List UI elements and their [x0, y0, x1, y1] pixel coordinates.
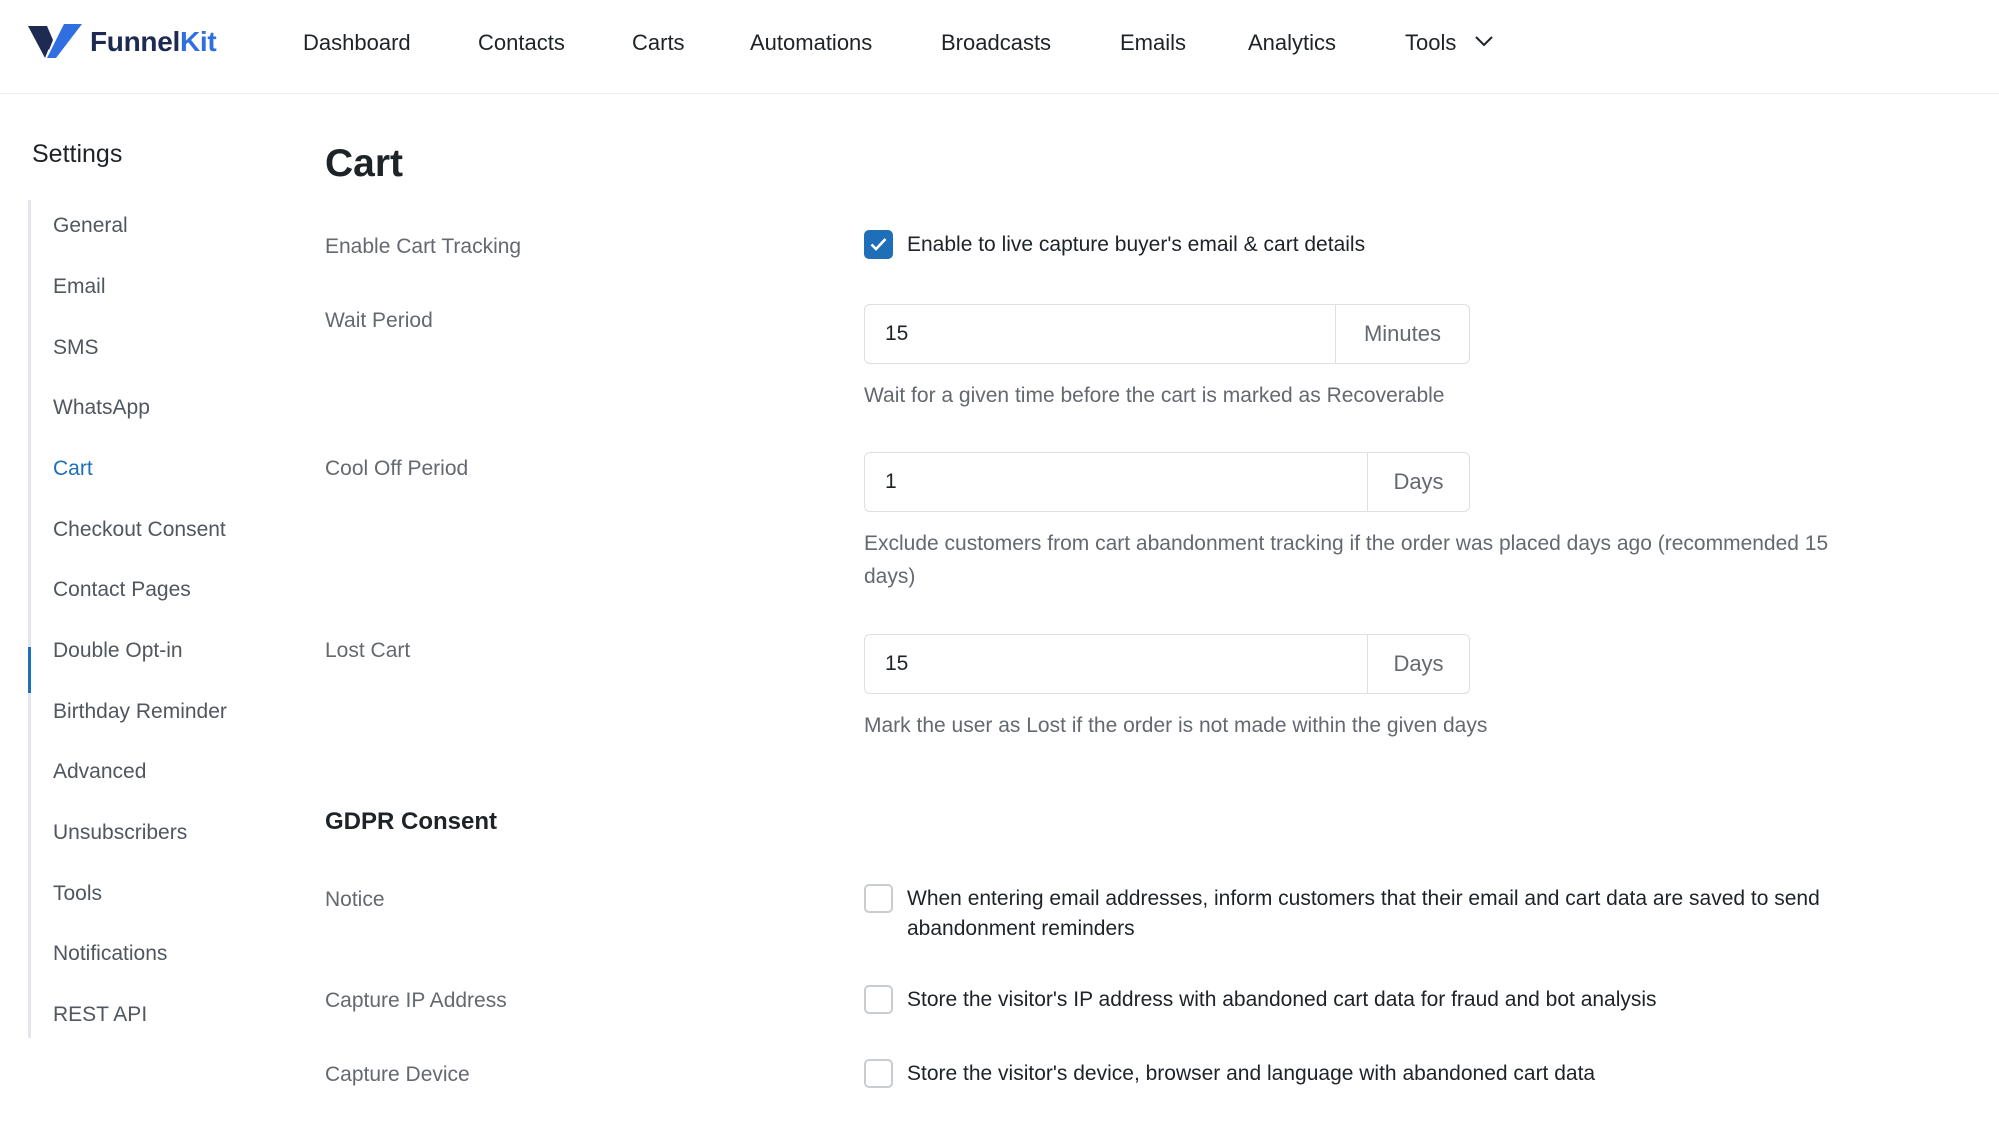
sidebar-item-sms[interactable]: SMS: [53, 336, 99, 359]
sidebar-item-tools[interactable]: Tools: [53, 882, 103, 905]
capture-ip-label: Capture IP Address: [325, 989, 507, 1012]
nav-automations[interactable]: Automations: [750, 30, 873, 55]
sidebar-item-cart[interactable]: Cart: [53, 457, 93, 480]
logo-wordmark: [90, 26, 216, 58]
wait-period-unit: Minutes: [1335, 305, 1469, 363]
sidebar-active-indicator: [28, 647, 31, 693]
cool-off-period-label: Cool Off Period: [325, 457, 469, 480]
sidebar-item-checkout-consent[interactable]: Checkout Consent: [53, 518, 226, 541]
sidebar-item-general[interactable]: General: [53, 214, 128, 237]
capture-ip-checkbox[interactable]: [864, 985, 893, 1014]
sidebar-item-birthday-reminder[interactable]: Birthday Reminder: [53, 700, 227, 723]
nav-analytics[interactable]: Analytics: [1248, 30, 1337, 55]
lost-cart-input[interactable]: [865, 635, 1367, 693]
cool-off-period-unit: Days: [1367, 453, 1469, 511]
sidebar-item-double-opt-in[interactable]: Double Opt-in: [53, 639, 183, 662]
gdpr-consent-heading: GDPR Consent: [325, 808, 498, 835]
wait-period-input-group: [864, 304, 1470, 364]
logo-wordmark-funnel: Funnel: [90, 26, 180, 57]
capture-device-label: Capture Device: [325, 1063, 470, 1086]
cool-off-period-input-group: [864, 452, 1470, 512]
sidebar-item-rest-api[interactable]: REST API: [53, 1003, 148, 1026]
funnelkit-logo[interactable]: [28, 22, 216, 62]
notice-text-line1[interactable]: When entering email addresses, inform customers that their email and cart data are saved to send: [907, 887, 1820, 910]
lost-cart-input-group: [864, 634, 1470, 694]
page-title: Cart: [325, 142, 404, 185]
settings-sidebar: [28, 200, 268, 1038]
cool-off-period-help-line2: days): [864, 565, 916, 588]
notice-label: Notice: [325, 888, 385, 911]
logo-wordmark-kit: Kit: [179, 26, 217, 57]
notice-text-line2[interactable]: abandonment reminders: [907, 917, 1135, 940]
sidebar-item-contact-pages[interactable]: Contact Pages: [53, 578, 191, 601]
wait-period-input[interactable]: [865, 305, 1335, 363]
lost-cart-unit: Days: [1367, 635, 1469, 693]
sidebar-item-notifications[interactable]: Notifications: [53, 942, 168, 965]
capture-device-text[interactable]: Store the visitor's device, browser and language with abandoned cart data: [907, 1062, 1596, 1085]
checkmark-icon: [870, 237, 887, 252]
nav-dashboard[interactable]: Dashboard: [303, 30, 411, 55]
funnelkit-logo-icon: [28, 24, 84, 60]
capture-ip-text[interactable]: Store the visitor's IP address with abandoned cart data for fraud and bot analysis: [907, 988, 1657, 1011]
enable-cart-tracking-checkbox[interactable]: [864, 230, 893, 259]
enable-cart-tracking-text[interactable]: Enable to live capture buyer's email & cart details: [907, 233, 1366, 256]
nav-emails[interactable]: Emails: [1120, 30, 1187, 55]
cool-off-period-help-line1: Exclude customers from cart abandonment tracking if the order was placed days ago (recommended 15: [864, 532, 1829, 555]
sidebar-item-whatsapp[interactable]: WhatsApp: [53, 396, 150, 419]
nav-broadcasts[interactable]: Broadcasts: [941, 30, 1052, 55]
notice-checkbox[interactable]: [864, 884, 893, 913]
top-navigation-bar: [0, 0, 1999, 94]
lost-cart-help: Mark the user as Lost if the order is not made within the given days: [864, 714, 1488, 737]
nav-tools[interactable]: Tools: [1405, 30, 1457, 55]
wait-period-label: Wait Period: [325, 309, 433, 332]
sidebar-item-unsubscribers[interactable]: Unsubscribers: [53, 821, 188, 844]
wait-period-help: Wait for a given time before the cart is marked as Recoverable: [864, 384, 1445, 407]
lost-cart-label: Lost Cart: [325, 639, 411, 662]
sidebar-item-advanced[interactable]: Advanced: [53, 760, 147, 783]
nav-contacts[interactable]: Contacts: [478, 30, 565, 55]
enable-cart-tracking-label: Enable Cart Tracking: [325, 235, 522, 258]
nav-carts[interactable]: Carts: [632, 30, 685, 55]
capture-device-checkbox[interactable]: [864, 1059, 893, 1088]
cool-off-period-input[interactable]: [865, 453, 1367, 511]
sidebar-item-email[interactable]: Email: [53, 275, 106, 298]
settings-heading: Settings: [32, 140, 123, 168]
chevron-down-icon[interactable]: [1474, 34, 1494, 48]
